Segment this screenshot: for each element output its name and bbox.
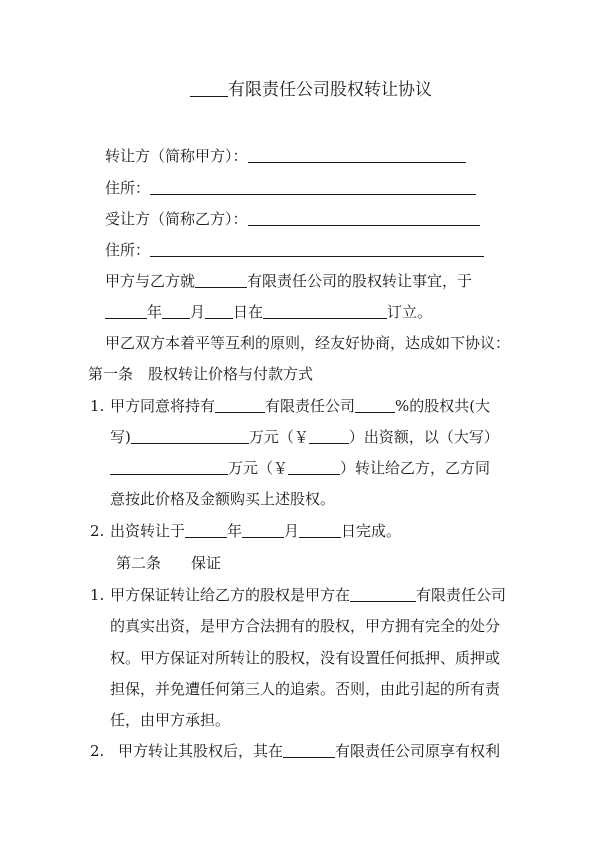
article-2-item-1-line-5: 任，由甲方承担。 — [110, 711, 231, 729]
price-words-blank[interactable] — [110, 458, 228, 475]
article-2-item-1-line-2: 的真实出资，是甲方合法拥有的股权，甲方拥有完全的处分 — [110, 617, 501, 635]
day-blank[interactable] — [205, 302, 233, 319]
article-1-item-2-line-1: 出资转让于 年 月 日完成。 — [110, 522, 402, 540]
article-2-item-1-line-1: 甲方保证转让给乙方的股权是甲方在 有限责任公司 — [110, 586, 507, 604]
article-1-item-1-line-1: 甲方同意将持有 有限责任公司 %的股权共(大 — [110, 397, 491, 415]
transfer-company-blank[interactable] — [283, 741, 335, 758]
article-1-item-1-number: 1. — [90, 397, 105, 415]
address-label: 住所： — [105, 241, 151, 259]
intro-line-1: 甲方与乙方就 有限责任公司的股权转让事宜，于 — [105, 272, 473, 290]
shares-blank[interactable] — [215, 396, 265, 413]
transferor-blank[interactable] — [248, 146, 466, 163]
article-1-item-1-line-3: 万元（￥ ）转让给乙方，乙方同 — [110, 458, 490, 478]
completion-day-blank[interactable] — [299, 521, 341, 538]
place-blank[interactable] — [263, 302, 387, 319]
company-blank[interactable] — [195, 271, 247, 288]
amount-number-blank[interactable] — [309, 427, 349, 444]
completion-month-blank[interactable] — [242, 521, 284, 538]
transferor-address-line — [105, 178, 476, 198]
article-2-item-1-line-3: 权。甲方保证对所转让的股权，没有设置任何抵押、质押或 — [110, 649, 501, 667]
transferor-address-blank[interactable] — [150, 178, 476, 195]
guarantee-company-blank[interactable] — [350, 585, 416, 602]
year-blank[interactable] — [105, 302, 147, 319]
month-blank[interactable] — [162, 302, 190, 319]
percent-blank[interactable] — [355, 396, 395, 413]
transferee-line — [105, 209, 480, 229]
article-1-item-1-line-2: 写) 万元（￥ ）出资额，以（大写） — [110, 428, 499, 446]
intro-line-2: 年 月 日在 订立。 — [105, 302, 432, 322]
article-2-item-1-number: 1. — [90, 586, 105, 604]
transferor-line — [105, 146, 466, 166]
company-name-blank[interactable] — [190, 80, 228, 97]
article-1-heading: 第一条 股权转让价格与付款方式 — [88, 365, 314, 383]
intro-line-3: 甲乙双方本着平等互利的原则，经友好协商，达成如下协议： — [105, 334, 511, 352]
transferee-address-blank[interactable] — [150, 240, 484, 257]
address-label: 住所： — [105, 179, 151, 197]
transferee-label: 受让方（简称乙方）： — [105, 210, 248, 228]
price-number-blank[interactable] — [288, 458, 340, 475]
article-1-item-1-line-4: 意按此价格及金额购买上述股权。 — [110, 490, 336, 508]
transferee-address-line — [105, 240, 484, 260]
transferee-blank[interactable] — [248, 209, 480, 226]
document-title: 有限责任公司股权转让协议 — [190, 80, 432, 100]
amount-words-blank[interactable] — [131, 427, 249, 444]
article-2-item-2-line-1: 甲方转让其股权后，其在 有限责任公司原享有权利 — [118, 742, 501, 760]
article-2-heading: 第二条 保证 — [116, 554, 222, 572]
completion-year-blank[interactable] — [185, 521, 227, 538]
article-2-item-2-number: 2. — [90, 742, 105, 760]
transferor-label: 转让方（简称甲方）： — [105, 147, 248, 165]
article-2-item-1-line-4: 担保，并免遭任何第三人的追索。否则，由此引起的所有责 — [110, 680, 501, 698]
article-1-item-2-number: 2. — [90, 522, 105, 540]
